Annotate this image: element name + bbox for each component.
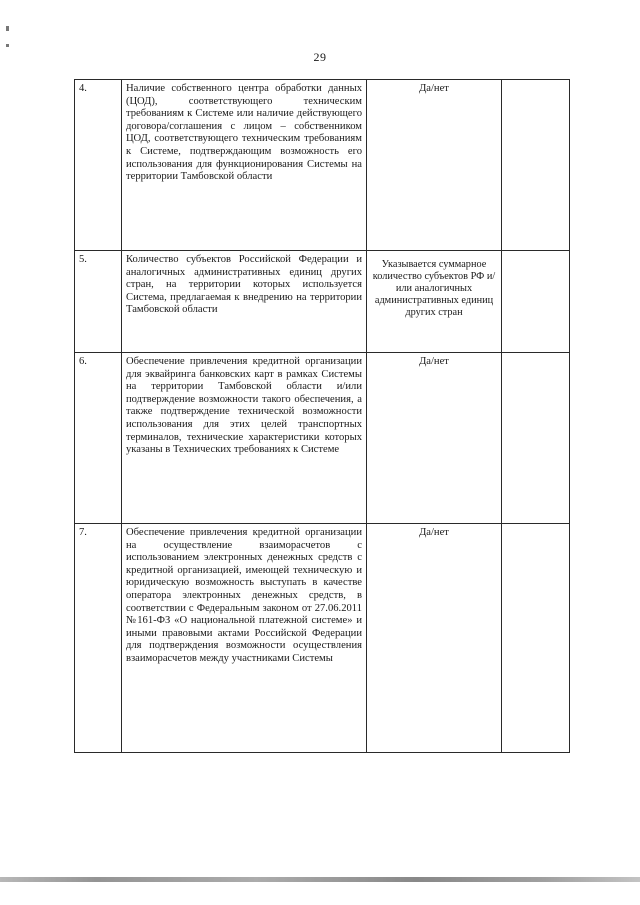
- table-row: [75, 353, 570, 524]
- criterion-description: Обеспечение привлечения кредитной организации для эквайринга банковских карт в рамках Системы на территории Тамбовской области и/или подтверждение возможности такого обеспечения, а также подтверждение технической возможности использования для этих целей транспортных терминалов, технические характеристики которых указаны в Технических требованиях к Системе: [122, 353, 367, 524]
- answer-format: Да/нет: [367, 80, 502, 251]
- empty-cell: [502, 80, 570, 251]
- criterion-description: Наличие собственного центра обработки данных (ЦОД), соответствующего техническим требованиям к Системе или наличие действующего договора/соглашения с лицом – собственником ЦОД, соответствующего техническим требованиям к Системе, подтверждающим возможность его использования для функционирования Системы на территории Тамбовской области: [122, 80, 367, 251]
- table-row: [75, 80, 570, 251]
- scan-artifact: [6, 26, 9, 31]
- criterion-description: Количество субъектов Российской Федерации и аналогичных административных единиц других стран, на территории которых используется Система, предлагаемая к внедрению на территории Тамбовской области: [122, 251, 367, 353]
- empty-cell: [502, 251, 570, 353]
- table-row: [75, 524, 570, 753]
- empty-cell: [502, 524, 570, 753]
- row-number: 7.: [75, 524, 122, 753]
- page-number: 29: [313, 50, 327, 64]
- scan-edge-artifact: [0, 877, 640, 882]
- answer-format: Указывается суммарное количество субъектов РФ и/или аналогичных административных единиц других стран: [367, 251, 502, 353]
- table-row: [75, 251, 570, 353]
- row-number: 5.: [75, 251, 122, 353]
- answer-format: Да/нет: [367, 353, 502, 524]
- scan-artifact: [6, 44, 9, 47]
- empty-cell: [502, 353, 570, 524]
- row-number: 4.: [75, 80, 122, 251]
- criteria-table: [74, 79, 570, 753]
- answer-format: Да/нет: [367, 524, 502, 753]
- row-number: 6.: [75, 353, 122, 524]
- criterion-description: Обеспечение привлечения кредитной организации на осуществление взаиморасчетов с использованием электронных денежных средств с кредитной организацией, имеющей техническую и юридическую возможность выступать в качестве оператора электронных денежных средств, в соответствии с Федеральным законом от 27.06.2011 №161-ФЗ «О национальной платежной системе» и иными правовыми актами Российской Федерации для подтверждения возможности осуществления взаиморасчетов между участниками Системы: [122, 524, 367, 753]
